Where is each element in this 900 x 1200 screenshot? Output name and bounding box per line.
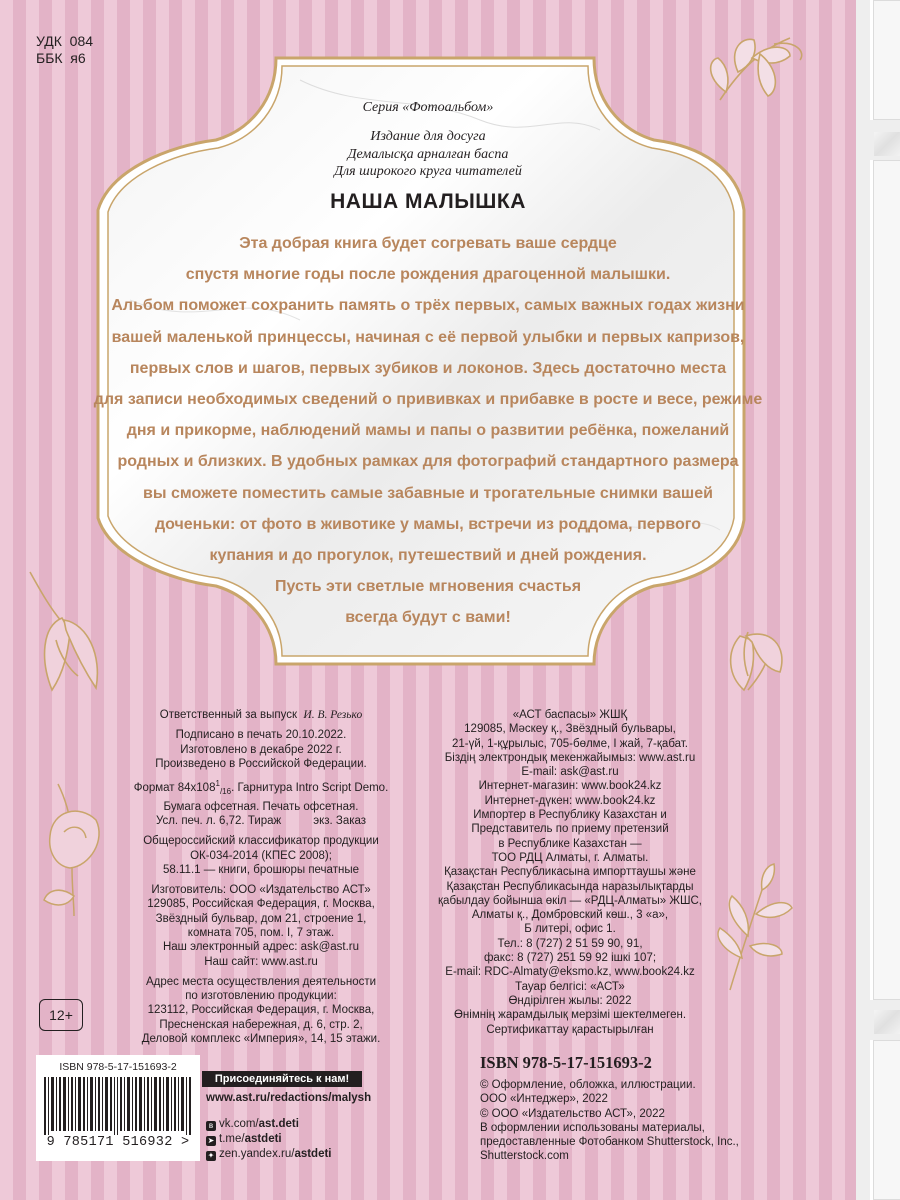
imprint-line: 123112, Российская Федерация, г. Москва, bbox=[147, 1004, 375, 1017]
imprint-line: Алматы қ., Домбровский көш., 3 «а», bbox=[471, 909, 669, 922]
imprint-line: факс: 8 (727) 251 59 92 ішкі 107; bbox=[483, 952, 657, 965]
imprint-line: Сертификаттау қарастырылған bbox=[486, 1023, 654, 1036]
adjacent-page-edge bbox=[856, 0, 900, 1200]
copyright-line: © Оформление, обложка, иллюстрации. bbox=[480, 1079, 696, 1091]
description-line: дня и прикорме, наблюдений мамы и папы о развитии ребёнка, пожеланий bbox=[126, 422, 730, 440]
imprint-line: по изготовлению продукции: bbox=[185, 990, 337, 1003]
imprint-line: Произведено в Российской Федерации. bbox=[155, 757, 367, 770]
flower-top-right-icon bbox=[711, 38, 802, 100]
barcode-digits: 9 785171 516932 > bbox=[46, 1135, 190, 1150]
udk-code: УДК 084 bbox=[36, 33, 94, 49]
description-line: Альбом поможет сохранить память о трёх первых, самых важных годах жизни bbox=[111, 297, 745, 315]
responsible-line bbox=[120, 708, 402, 722]
imprint-line: 129085, Российская Федерация, г. Москва, bbox=[147, 898, 375, 911]
imprint-line: Қазақстан Республикасына импорттаушы және bbox=[444, 866, 696, 879]
imprint-line: Звёздный бульвар, дом 21, строение 1, bbox=[155, 912, 367, 925]
imprint-line: комната 705, пом. I, 7 этаж. bbox=[187, 926, 335, 939]
telegram-link[interactable]: ➤ t.me/astdeti bbox=[207, 1133, 282, 1145]
barcode bbox=[36, 1055, 200, 1161]
description-line: Эта добрая книга будет согревать ваше сердце bbox=[239, 235, 617, 252]
copyright-line: В оформлении использованы материалы, bbox=[480, 1121, 705, 1134]
age-rating-badge: 12+ bbox=[39, 999, 83, 1031]
vk-link[interactable]: в vk.com/ast.deti bbox=[206, 1118, 299, 1131]
join-us-banner: Присоединяйтесь к нам! bbox=[202, 1071, 362, 1087]
imprint-line: Өндірілген жылы: 2022 bbox=[508, 994, 632, 1007]
imprint-line: 129085, Мәскеу қ., Звёздный бульвары, bbox=[464, 723, 676, 736]
description-line: доченьки: от фото в животике у мамы, встречи из роддома, первого bbox=[154, 515, 702, 533]
copyright-line: ООО «Интеджер», 2022 bbox=[480, 1093, 608, 1106]
tulip-right-icon bbox=[731, 632, 782, 690]
book-title: НАША МАЛЫШКА bbox=[330, 190, 526, 213]
imprint-line: Тел.: 8 (727) 2 51 59 90, 91, bbox=[497, 937, 643, 950]
imprint-line: ТОО РДЦ Алматы, г. Алматы. bbox=[491, 851, 649, 864]
zen-link[interactable]: ✦ zen.yandex.ru/astdeti bbox=[207, 1148, 332, 1160]
imprint-line: E-mail: ask@ast.ru bbox=[521, 766, 619, 779]
imprint-line: Өнімнің жарамдылық мерзімі шектелмеген. bbox=[453, 1009, 687, 1022]
imprint-line: Деловой комплекс «Империя», 14, 15 этажи. bbox=[141, 1033, 381, 1046]
imprint-line: Бумага офсетная. Печать офсетная. bbox=[163, 800, 359, 813]
barcode-bars bbox=[44, 1077, 192, 1135]
website-link[interactable]: www.ast.ru/redactions/malysh bbox=[206, 1092, 372, 1104]
description-line: для записи необходимых сведений о прививках и прибавке в росте и весе, режиме bbox=[93, 391, 763, 409]
imprint-line: Біздің электрондық мекенжайымыз: www.ast.ru bbox=[444, 751, 696, 764]
imprint-line: Изготовлено в декабре 2022 г. bbox=[180, 743, 342, 756]
telegram-icon: ➤ bbox=[207, 1136, 215, 1145]
imprint-line: Подписано в печать 20.10.2022. bbox=[175, 729, 347, 742]
imprint-line: Пресненская набережная, д. 6, стр. 2, bbox=[159, 1018, 363, 1031]
description-line: вы сможете поместить самые забавные и трогательные снимки вашей bbox=[143, 484, 713, 502]
imprint-line: Адрес места осуществления деятельности bbox=[145, 975, 377, 988]
imprint-line: Наш электронный адрес: ask@ast.ru bbox=[162, 941, 360, 954]
edge-marble bbox=[874, 132, 900, 156]
imprint-line: Общероссийский классификатор продукции bbox=[143, 835, 379, 848]
copyright-block bbox=[480, 1078, 739, 1164]
copyright-line: Shutterstock.com bbox=[480, 1150, 569, 1163]
imprint-line: 58.11.1 — книги, брошюры печатные bbox=[163, 863, 359, 876]
imprint-line: Қазақстан Республикасында наразылықтарды bbox=[446, 880, 694, 893]
bbk-code: ББК я6 bbox=[36, 50, 86, 66]
series-name: Серия «Фотоальбом» bbox=[362, 100, 494, 115]
branch-right-icon bbox=[718, 864, 792, 990]
description-line: родных и близких. В удобных рамках для фотографий стандартного размера bbox=[117, 453, 739, 471]
imprint-right-column bbox=[428, 708, 712, 1037]
imprint-line: Импортер в Республику Казахстан и bbox=[473, 809, 667, 822]
imprint-line: Б литері, офис 1. bbox=[524, 923, 616, 936]
imprint-line: Представитель по приему претензий bbox=[471, 823, 669, 836]
imprint-line: ОК-034-2014 (КПЕС 2008); bbox=[190, 849, 332, 862]
edition-line: Издание для досуга bbox=[370, 129, 486, 144]
description-line: первых слов и шагов, первых зубиков и локонов. Здесь достаточно места bbox=[129, 359, 727, 377]
vk-icon: в bbox=[206, 1121, 216, 1131]
isbn: ISBN 978-5-17-151693-2 bbox=[480, 1053, 652, 1072]
imprint-line: в Республике Казахстан — bbox=[498, 837, 642, 850]
imprint-line: E-mail: RDC-Almaty@eksmo.kz, www.book24.kz bbox=[445, 966, 695, 979]
edition-line: Для широкого круга читателей bbox=[334, 164, 522, 179]
edge-strip bbox=[870, 160, 900, 1000]
imprint-line: Наш сайт: www.ast.ru bbox=[204, 955, 318, 968]
edge-strip bbox=[870, 1040, 900, 1200]
zen-icon: ✦ bbox=[207, 1151, 215, 1160]
description-line: всегда будут с вами! bbox=[345, 609, 511, 627]
rose-left-icon bbox=[44, 784, 99, 916]
imprint-left-column bbox=[120, 708, 402, 1046]
description-line: купания и до прогулок, путешествий и дней рождения. bbox=[209, 547, 647, 565]
description-line: вашей маленькой принцессы, начиная с её первой улыбки и первых капризов, bbox=[111, 328, 745, 346]
book-description bbox=[70, 228, 786, 634]
responsible-name: И. В. Резько bbox=[303, 709, 363, 721]
description-line: Пусть эти светлые мгновения счастья bbox=[274, 578, 582, 596]
imprint-line: Тауар белгісі: «АСТ» bbox=[515, 980, 625, 993]
imprint-line: Интернет-магазин: www.book24.kz bbox=[478, 780, 662, 793]
imprint-line: Усл. печ. л. 6,72. Тираж экз. Заказ bbox=[155, 814, 367, 827]
copyright-line: предоставленные Фотобанком Shutterstock, Inc., bbox=[480, 1136, 739, 1149]
imprint-line: қабылдау бойынша өкіл — «РДЦ-Алматы» ЖШС, bbox=[438, 894, 702, 907]
imprint-line: Интернет-дүкен: www.book24.kz bbox=[484, 794, 656, 807]
copyright-line: © ООО «Издательство АСТ», 2022 bbox=[480, 1107, 665, 1120]
responsible-label: Ответственный за выпуск bbox=[159, 709, 297, 721]
edge-strip bbox=[870, 0, 900, 120]
imprint-line: 21-үй, 1-құрылыс, 705-бөлме, I жай, 7-қабат. bbox=[452, 737, 688, 750]
format-line: Формат $84х108^1_{/16}$. Гарнитура Intro Script Demo. bbox=[133, 779, 389, 797]
description-line: спустя многие годы после рождения драгоценной малышки. bbox=[185, 266, 671, 284]
barcode-isbn: ISBN 978-5-17-151693-2 bbox=[59, 1061, 177, 1073]
imprint-line: Изготовитель: ООО «Издательство АСТ» bbox=[151, 884, 371, 897]
edition-line: Демалысқа арналған баспа bbox=[347, 147, 509, 162]
imprint-line: «АСТ баспасы» ЖШҚ bbox=[512, 709, 628, 721]
edge-marble bbox=[874, 1010, 900, 1034]
